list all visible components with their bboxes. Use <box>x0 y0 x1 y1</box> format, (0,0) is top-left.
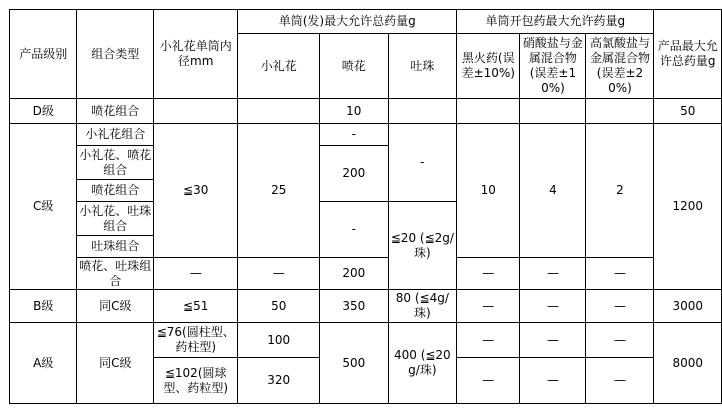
b-nitrate: — <box>520 290 586 323</box>
c-perchlorate: 2 <box>586 124 654 258</box>
a-spray: 500 <box>320 323 388 404</box>
header-nitrate: 硝酸盐与金属混合物(误差±10%) <box>520 34 586 99</box>
c-level: C级 <box>10 124 77 290</box>
header-black-powder: 黑火药(误差±10%) <box>457 34 520 99</box>
c-pearl-2: ≦20 (≦2g/珠) <box>388 202 457 290</box>
b-perchlorate: — <box>586 290 654 323</box>
header-burst-group: 单筒开包药最大允许药量g <box>457 10 654 34</box>
a-product-max: 8000 <box>654 323 722 404</box>
c-combo-4: 小礼花、吐珠组合 <box>77 202 154 236</box>
a-perchlorate-2: — <box>586 358 654 404</box>
a-diameter-2: ≦102(圆球型、药粒型) <box>154 358 238 404</box>
c-combo-5: 吐珠组合 <box>77 236 154 258</box>
d-pearl <box>388 99 457 124</box>
d-perchlorate <box>586 99 654 124</box>
a-combo: 同C级 <box>77 323 154 404</box>
a-nitrate-2: — <box>520 358 586 404</box>
header-product-max: 产品最大允许总药量g <box>654 10 722 99</box>
b-small-flower: 50 <box>238 290 320 323</box>
header-max-charge-group: 单筒(发)最大允许总药量g <box>238 10 457 34</box>
c-nitrate: 4 <box>520 124 586 258</box>
b-black-powder: — <box>457 290 520 323</box>
c-product-max: 1200 <box>654 124 722 290</box>
b-level: B级 <box>10 290 77 323</box>
c-diameter: ≦30 <box>154 124 238 258</box>
b-diameter: ≦51 <box>154 290 238 323</box>
d-diameter <box>154 99 238 124</box>
header-spray: 喷花 <box>320 34 388 99</box>
c-combo-2: 小礼花、喷花组合 <box>77 146 154 180</box>
c-combo-1: 小礼花组合 <box>77 124 154 146</box>
header-small-flower: 小礼花 <box>238 34 320 99</box>
header-inner-diameter: 小礼花单筒内径mm <box>154 10 238 99</box>
d-small-flower <box>238 99 320 124</box>
c-spray-2: 200 <box>320 146 388 202</box>
a-black-powder-1: — <box>457 323 520 358</box>
c-nitrate-last: — <box>520 258 586 290</box>
d-spray: 10 <box>320 99 388 124</box>
b-combo: 同C级 <box>77 290 154 323</box>
c-combo-3: 喷花组合 <box>77 180 154 202</box>
c-diameter-last: — <box>154 258 238 290</box>
a-small-flower-1: 100 <box>238 323 320 358</box>
c-black-powder: 10 <box>457 124 520 258</box>
header-combo-type: 组合类型 <box>77 10 154 99</box>
a-black-powder-2: — <box>457 358 520 404</box>
c-small-flower-last: — <box>238 258 320 290</box>
c-perchlorate-last: — <box>586 258 654 290</box>
d-level: D级 <box>10 99 77 124</box>
b-pearl: 80 (≦4g/珠) <box>388 290 457 323</box>
table-container <box>9 9 722 404</box>
charge-limit-table <box>9 9 722 404</box>
a-perchlorate-1: — <box>586 323 654 358</box>
a-small-flower-2: 320 <box>238 358 320 404</box>
d-product-max: 50 <box>654 99 722 124</box>
header-perchlorate: 高氯酸盐与金属混合物(误差±20%) <box>586 34 654 99</box>
b-product-max: 3000 <box>654 290 722 323</box>
header-product-level: 产品级别 <box>10 10 77 99</box>
c-spray-1: - <box>320 124 388 146</box>
b-spray: 350 <box>320 290 388 323</box>
d-black-powder <box>457 99 520 124</box>
c-small-flower: 25 <box>238 124 320 258</box>
a-nitrate-1: — <box>520 323 586 358</box>
c-spray-last: 200 <box>320 258 388 290</box>
a-diameter-1: ≦76(圆柱型、药柱型) <box>154 323 238 358</box>
c-pearl-1: - <box>388 124 457 202</box>
c-combo-6: 喷花、吐珠组合 <box>77 258 154 290</box>
c-black-powder-last: — <box>457 258 520 290</box>
d-combo: 喷花组合 <box>77 99 154 124</box>
header-pearl: 吐珠 <box>388 34 457 99</box>
a-level: A级 <box>10 323 77 404</box>
a-pearl: 400 (≦20g/珠) <box>388 323 457 404</box>
d-nitrate <box>520 99 586 124</box>
c-spray-3: - <box>320 202 388 258</box>
